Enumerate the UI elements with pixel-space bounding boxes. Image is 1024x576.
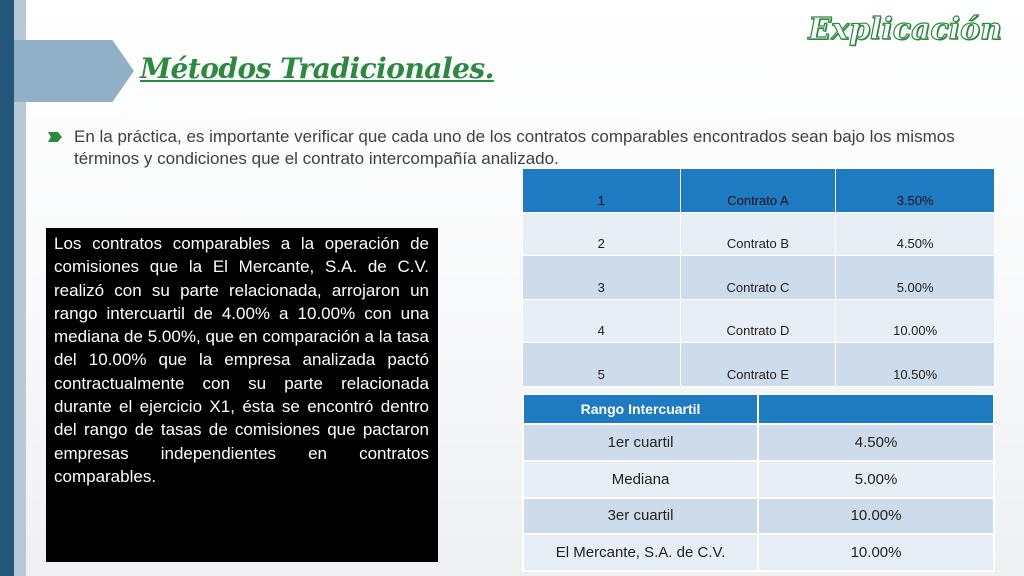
bullet-arrow-icon (48, 132, 62, 142)
title-arrow-shape (14, 40, 134, 102)
contract-name: Contrato B (680, 212, 836, 256)
contract-name: Contrato D (680, 299, 836, 343)
contract-number: 3 (523, 256, 681, 300)
contract-rate: 10.50% (836, 343, 995, 387)
range-value: 10.00% (758, 498, 994, 535)
contract-number: 4 (523, 299, 681, 343)
explanation-box (46, 228, 438, 562)
contract-number: 1 (523, 169, 681, 213)
table-row (523, 461, 994, 498)
range-label: 1er cuartil (523, 424, 758, 461)
table-row (523, 343, 995, 387)
range-value: 5.00% (758, 461, 994, 498)
contract-rate: 5.00% (836, 256, 995, 300)
table-header-row (523, 394, 994, 424)
contract-name: Contrato E (680, 343, 836, 387)
range-label: 3er cuartil (523, 498, 758, 535)
table-row (523, 498, 994, 535)
contract-number: 2 (523, 212, 681, 256)
range-label: El Mercante, S.A. de C.V. (523, 534, 758, 571)
contract-name: Contrato C (680, 256, 836, 300)
slide-title: Métodos Tradicionales. (140, 52, 494, 85)
contracts-table (522, 168, 995, 387)
table-row (523, 299, 995, 343)
range-label: Mediana (523, 461, 758, 498)
explanation-text: Los contratos comparables a la operación de comisiones que la El Mercante, S.A. de C.V. realizó con su parte relacionada, arrojaron un rango intercuartil de 4.00% a 10.00% con una mediana de 5.00%, que en comparación a la tasa del 10.00% que la empresa analizada pactó contractualmente con su parte relacionada durante el ejercicio X1, ésta se encontró dentro del rango de tasas de comisiones que pactaron empresas independientes en contratos comparables. (54, 234, 429, 486)
range-value: 4.50% (758, 424, 994, 461)
range-header-label: Rango Intercuartil (523, 394, 758, 424)
range-value: 10.00% (758, 534, 994, 571)
interquartile-range-table (522, 393, 995, 572)
range-header-value (758, 394, 994, 424)
contract-rate: 4.50% (836, 212, 995, 256)
bullet-text: En la práctica, es importante verificar que cada uno de los contratos comparables encontrados sean bajo los mismos términos y condiciones que el contrato intercompañía analizado. (74, 127, 955, 168)
corner-label: Explicación (808, 12, 1002, 47)
contract-number: 5 (523, 343, 681, 387)
table-row (523, 534, 994, 571)
contract-rate: 3.50% (836, 169, 995, 213)
table-row (523, 212, 995, 256)
contract-rate: 10.00% (836, 299, 995, 343)
table-row (523, 169, 995, 213)
contract-name: Contrato A (680, 169, 836, 213)
left-accent-bar (0, 0, 14, 576)
table-row (523, 256, 995, 300)
table-row (523, 424, 994, 461)
